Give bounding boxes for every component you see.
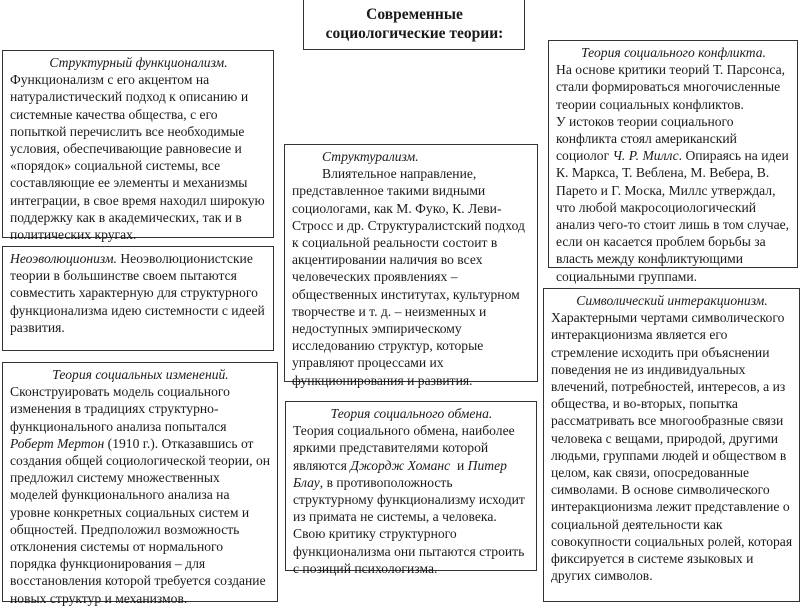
box-heading: Теория социального конфликта. [581,45,766,60]
author-name: Джордж Хоманс [350,457,451,473]
structuralism-box [284,144,538,388]
box-text: Сконструировать модель социального изменения в традициях структурно-функционального анализа попытался [10,384,230,434]
symbolic-interactionism-box [543,288,800,602]
box-text: Теория социального обмена, наиболее яркими представителями которой являются [293,423,515,473]
box-text: На основе критики теорий Т. Парсонса, стали формироваться многочисленные теории социальных конфликтов. [556,62,786,112]
social-change-theory-box [2,362,278,606]
structural-functionalism-box [2,50,274,243]
author-name: Питер Блау [293,457,507,490]
box-heading: Символический интеракционизм. [576,293,768,308]
box-text: Функционализм с его акцентом на натуралистический подход к описанию и системные качества общества, с его попыткой перечислить все необходимые условия, обеспечивающие равновесие и «порядок» социальной системы, все составляющие ее элементы и механизмы интеграции, в свое время находил широкую поддержку как в академических, так и в политических кругах. [10,72,265,243]
box-text: У истоков теории социального конфликта стоял американский социолог [556,113,737,164]
box-heading: Неоэволюционизм. [10,251,117,266]
title-line-2: социологические теории: [325,25,504,42]
author-name: Ч. Р. Миллс [612,148,679,164]
box-text: Характерными чертами символического интеракционизма является его стремление исходить при объяснении поведения не из индивидуальных влечений, потребностей, интересов, а из общества, и во-вторых, попытка рассматривать все многообразные связи человека с вещами, природой, другими людьми, группами людей и обществом в целом, как связи, опосредованные символами. В основе символического интеракционизма лежит представление о социальной деятельности как совокупности социальных ролей, которая фиксируется в системе языковых и других символов. [551,310,793,584]
box-text: Влиятельное направление, представленное такими видными социологами, как М. Фуко, К. Леви-Стросс и др. Структуралистский подход к социальной реальности состоит в акцентировании наличия во всех человеческих проявлениях – общественных институтах, культурном творчестве и т. д. – неизменных и недоступных эмпирическому исследованию структур, которые управляют процессами их функционирования и развития. [292,166,525,388]
title-line-1: Современные [366,6,463,23]
box-heading: Теория социальных изменений. [52,367,229,382]
neoevolutionism-box [2,246,274,351]
box-heading: Структурный функционализм. [49,55,228,70]
box-text: (1910 г.). Отказавшись от создания общей социологической теории, он предложил систему множественных моделей функционального анализа на уровне конкретных социальных систем и общностей. Предположил возможность отклонения системы от нормального порядка функционирования – для восстановления которой требуется создание новых структур и механизмов. [10,435,271,606]
box-text: . Опираясь на идеи К. Маркса, Т. Веблена, М. Вебера, В. Парето и Г. Моска, Миллс утверждал, что любой макросоциологический анализ чего-то стоит лишь в том случае, если он касается проблем борьбы за власть между конфликтующими социальными группами. [556,148,790,284]
box-text: Неоэволюционистские теории в большинстве своем пытаются совместить характерную для структурного функционализма идею системности с идеей развития. [10,251,265,335]
social-exchange-theory-box [285,401,537,576]
page-title [303,0,525,50]
author-name: Роберт Мертон [10,435,105,451]
social-conflict-theory-box [548,40,798,284]
box-heading: Теория социального обмена. [330,406,493,421]
box-text: , в противоположность структурному функционализму исходит из примата не системы, а человека. Свою критику структурного функционализма они пытаются строить с позиций психологизма. [293,474,525,576]
box-text: и [450,457,468,473]
box-heading: Структурализм. [322,149,419,164]
